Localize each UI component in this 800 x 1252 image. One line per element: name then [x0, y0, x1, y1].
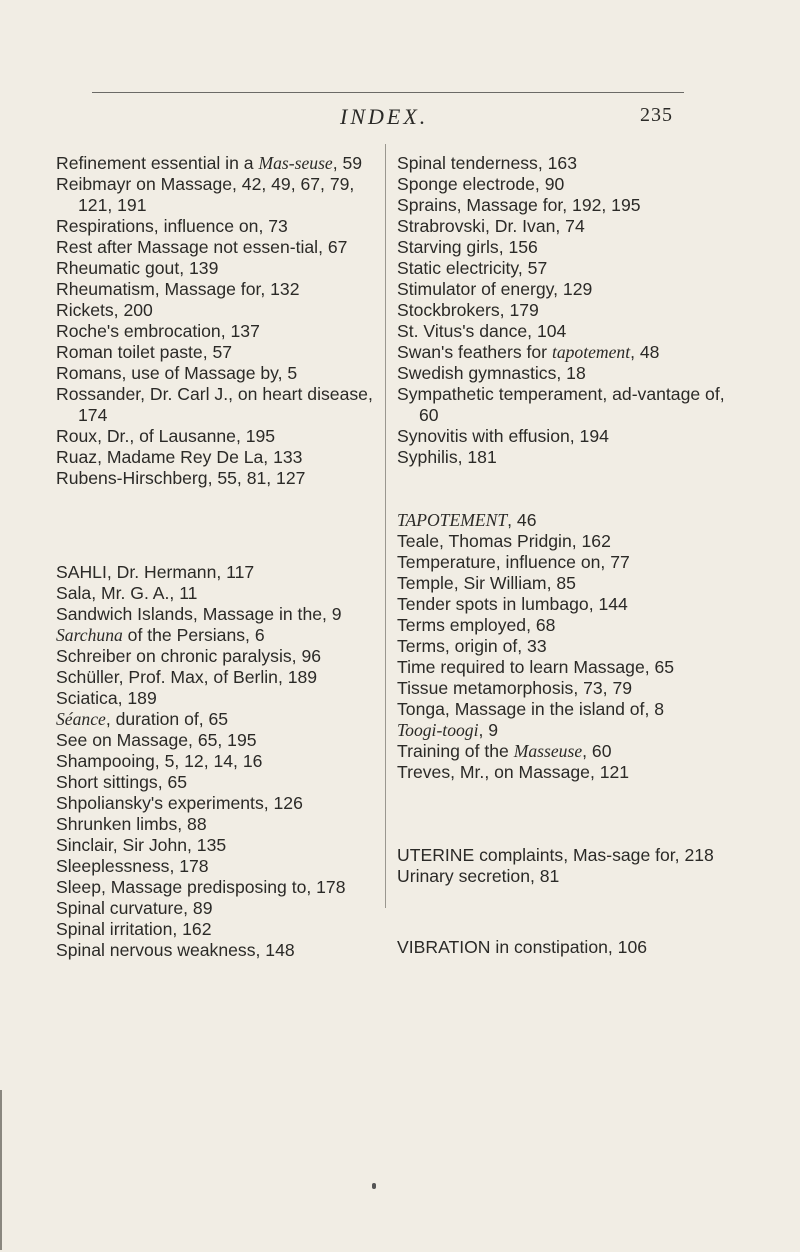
index-entry-text: Spinal nervous weakness, 148	[56, 940, 295, 960]
index-entry	[56, 300, 378, 321]
index-entry-text: , 9	[478, 720, 499, 740]
page-title: INDEX.	[340, 104, 429, 129]
index-entry	[397, 866, 727, 887]
index-entry	[56, 646, 378, 667]
index-entry-text: See on Massage, 65, 195	[56, 730, 257, 750]
index-entry-text: Temple, Sir William, 85	[397, 573, 576, 593]
index-entry-text: , 59	[332, 153, 363, 173]
index-entry	[56, 321, 378, 342]
index-entry-text: UTERINE complaints, Mas-sage for, 218	[397, 845, 714, 865]
index-entry	[56, 237, 378, 258]
index-entry	[397, 741, 727, 762]
index-entry-italic: TAPOTEMENT	[397, 510, 508, 530]
index-entry-text: Reibmayr on Massage, 42, 49, 67, 79, 121, 191	[56, 174, 355, 215]
index-entry-text: Roche's embrocation, 137	[56, 321, 260, 341]
index-entry	[56, 258, 378, 279]
index-entry	[56, 877, 378, 898]
index-entry-text: Schreiber on chronic paralysis, 96	[56, 646, 322, 666]
index-entry	[397, 342, 727, 363]
index-entry	[397, 321, 727, 342]
index-entry	[56, 709, 378, 730]
index-entry-text: Strabrovski, Dr. Ivan, 74	[397, 216, 585, 236]
index-entry	[397, 678, 727, 699]
index-entry	[397, 531, 727, 552]
index-entry	[397, 279, 727, 300]
page-number: 235	[640, 104, 673, 126]
index-entry	[56, 814, 378, 835]
index-entry-text: Rest after Massage not essen-tial, 67	[56, 237, 348, 257]
index-entry	[397, 195, 727, 216]
index-entry	[56, 384, 378, 426]
index-entry-text: Spinal irritation, 162	[56, 919, 212, 939]
index-entry	[56, 447, 378, 468]
ink-speck	[372, 1183, 376, 1189]
index-entry-text: Sleeplessness, 178	[56, 856, 209, 876]
index-entry	[56, 730, 378, 751]
index-entry	[56, 667, 378, 688]
index-entry-text: Swan's feathers for	[397, 342, 552, 362]
index-entry	[397, 573, 727, 594]
index-entry-text: Tender spots in lumbago, 144	[397, 594, 628, 614]
index-entry	[397, 174, 727, 195]
index-entry	[56, 604, 378, 625]
index-entry-text: SAHLI, Dr. Hermann, 117	[56, 562, 255, 582]
index-entry-text: Short sittings, 65	[56, 772, 188, 792]
index-entry-italic: Séance	[56, 709, 106, 729]
index-entry-text: Ruaz, Madame Rey De La, 133	[56, 447, 303, 467]
index-entry	[397, 657, 727, 678]
index-entry	[397, 258, 727, 279]
index-entry	[397, 300, 727, 321]
index-entry	[397, 762, 727, 783]
index-entry	[56, 153, 378, 174]
index-entry	[397, 510, 727, 531]
index-entry-text: Training of the	[397, 741, 514, 761]
index-entry	[397, 594, 727, 615]
index-entry-text: Rheumatism, Massage for, 132	[56, 279, 300, 299]
index-entry-italic: Masseuse	[513, 741, 583, 761]
index-entry-text: Syphilis, 181	[397, 447, 497, 467]
index-entry-text: Treves, Mr., on Massage, 121	[397, 762, 630, 782]
index-entry-text: Temperature, influence on, 77	[397, 552, 630, 572]
index-entry	[397, 615, 727, 636]
index-entry	[397, 937, 727, 958]
index-entry-text: Respirations, influence on, 73	[56, 216, 288, 236]
index-entry-text: Sponge electrode, 90	[397, 174, 565, 194]
index-entry-text: Terms employed, 68	[397, 615, 556, 635]
index-entry	[56, 625, 378, 646]
index-entry	[56, 342, 378, 363]
index-entry-text: Time required to learn Massage, 65	[397, 657, 675, 677]
index-entry-text: Sandwich Islands, Massage in the, 9	[56, 604, 342, 624]
index-entry	[56, 898, 378, 919]
index-entry-text: Sympathetic temperament, ad-vantage of, 60	[397, 384, 725, 425]
index-entry-text: Tissue metamorphosis, 73, 79	[397, 678, 633, 698]
column-divider	[385, 144, 386, 908]
index-entry-text: Roman toilet paste, 57	[56, 342, 233, 362]
index-entry	[397, 845, 727, 866]
index-entry-text: Static electricity, 57	[397, 258, 548, 278]
index-entry-text: , 60	[582, 741, 612, 761]
index-entry	[56, 426, 378, 447]
index-entry-text: Roux, Dr., of Lausanne, 195	[56, 426, 276, 446]
index-entry	[397, 153, 727, 174]
index-entry-text: Urinary secretion, 81	[397, 866, 560, 886]
index-entry-text: VIBRATION in constipation, 106	[397, 937, 648, 957]
index-entry-text: Refinement essential in a	[56, 153, 259, 173]
index-entry	[56, 583, 378, 604]
index-entry-text: Spinal tenderness, 163	[397, 153, 577, 173]
index-entry	[397, 447, 727, 468]
index-entry	[56, 940, 378, 961]
index-entry-text: Shrunken limbs, 88	[56, 814, 207, 834]
index-entry	[56, 835, 378, 856]
index-entry-text: Swedish gymnastics, 18	[397, 363, 586, 383]
index-entry-text: Spinal curvature, 89	[56, 898, 213, 918]
index-entry-text: Stimulator of energy, 129	[397, 279, 593, 299]
index-entry	[56, 174, 378, 216]
index-entry	[56, 468, 378, 489]
index-entry	[56, 856, 378, 877]
index-entry	[397, 216, 727, 237]
index-entry-text: Sinclair, Sir John, 135	[56, 835, 227, 855]
index-entry-text: Rickets, 200	[56, 300, 153, 320]
index-entry	[397, 552, 727, 573]
index-entry	[56, 363, 378, 384]
index-entry	[56, 772, 378, 793]
index-entry	[56, 279, 378, 300]
header-rule	[92, 92, 684, 93]
index-entry	[56, 793, 378, 814]
index-entry	[397, 237, 727, 258]
index-entry	[397, 636, 727, 657]
index-entry-text: , 48	[630, 342, 660, 362]
index-entry	[56, 919, 378, 940]
index-entry-text: Terms, origin of, 33	[397, 636, 547, 656]
index-entry-italic: Sarchuna	[56, 625, 123, 645]
index-entry	[56, 688, 378, 709]
index-entry	[397, 699, 727, 720]
index-entry-italic: Mas-seuse	[258, 153, 333, 173]
index-entry-text: Tonga, Massage in the island of, 8	[397, 699, 665, 719]
index-entry	[397, 720, 727, 741]
index-entry	[397, 426, 727, 447]
index-entry-text: , 46	[507, 510, 537, 530]
index-entry	[397, 363, 727, 384]
index-entry-text: Schüller, Prof. Max, of Berlin, 189	[56, 667, 318, 687]
index-entry-text: Sciatica, 189	[56, 688, 157, 708]
index-entry-text: , duration of, 65	[105, 709, 229, 729]
index-entry-text: Shpoliansky's experiments, 126	[56, 793, 303, 813]
index-entry-text: Starving girls, 156	[397, 237, 538, 257]
right-index-column	[397, 153, 727, 958]
index-entry	[56, 216, 378, 237]
index-entry-text: Teale, Thomas Pridgin, 162	[397, 531, 611, 551]
index-entry-text: Sala, Mr. G. A., 11	[56, 583, 198, 603]
index-entry-text: Sprains, Massage for, 192, 195	[397, 195, 641, 215]
index-entry-text: Shampooing, 5, 12, 14, 16	[56, 751, 263, 771]
index-entry-text: Sleep, Massage predisposing to, 178	[56, 877, 346, 897]
index-entry-text: Rubens-Hirschberg, 55, 81, 127	[56, 468, 306, 488]
index-entry	[56, 562, 378, 583]
index-entry-text: Synovitis with effusion, 194	[397, 426, 609, 446]
index-entry-italic: tapotement	[551, 342, 631, 362]
page-edge-shadow	[0, 1090, 2, 1250]
index-entry-text: Stockbrokers, 179	[397, 300, 539, 320]
index-entry-text: of the Persians, 6	[122, 625, 265, 645]
index-entry-italic: Toogi-toogi	[397, 720, 479, 740]
left-index-column	[56, 153, 378, 961]
index-entry-text: Rheumatic gout, 139	[56, 258, 219, 278]
index-entry	[56, 751, 378, 772]
index-entry-text: Romans, use of Massage by, 5	[56, 363, 298, 383]
index-entry-text: Rossander, Dr. Carl J., on heart disease, 174	[56, 384, 373, 425]
index-entry-text: St. Vitus's dance, 104	[397, 321, 567, 341]
index-entry	[397, 384, 727, 426]
